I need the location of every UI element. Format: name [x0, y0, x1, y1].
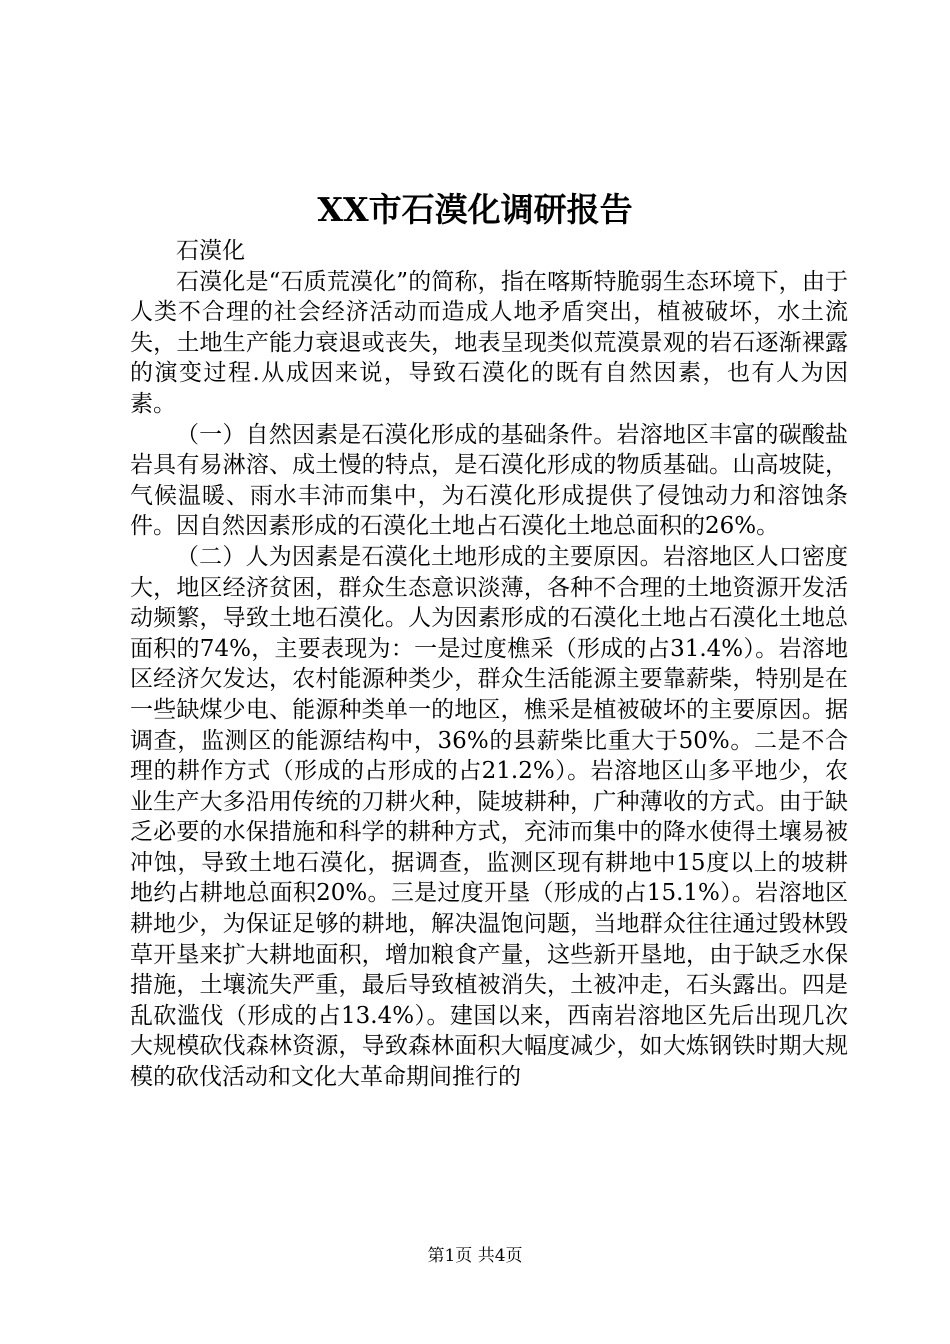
page-footer: 第1页 共4页 — [427, 1246, 523, 1266]
page-title: XX市石漠化调研报告 — [317, 190, 633, 229]
section-heading: 石漠化 — [176, 238, 245, 264]
paragraph-natural-factors: （一）自然因素是石漠化形成的基础条件。岩溶地区丰富的碳酸盐岩具有易淋溶、成土慢的特点，是石漠化形成的物质基础。山高坡陡，气候温暖、雨水丰沛而集中，为石漠化形成提供了侵蚀动力和溶蚀条件。因自然因素形成的石漠化土地占石漠化土地总面积的26%。 — [130, 421, 848, 540]
paragraph-definition: 石漠化是“石质荒漠化”的简称，指在喀斯特脆弱生态环境下，由于人类不合理的社会经济活动而造成人地矛盾突出，植被破坏，水土流失，土地生产能力衰退或丧失，地表呈现类似荒漠景观的岩石逐渐裸露的演变过程.从成因来说，导致石漠化的既有自然因素，也有人为因素。 — [130, 268, 848, 417]
paragraph-human-factors: （二）人为因素是石漠化土地形成的主要原因。岩溶地区人口密度大，地区经济贫困，群众生态意识淡薄，各种不合理的土地资源开发活动频繁，导致土地石漠化。人为因素形成的石漠化土地占石漠化土地总面积的74%，主要表现为：一是过度樵采（形成的占31.4%）。岩溶地区经济欠发达，农村能源种类少，群众生活能源主要靠薪柴，特别是在一些缺煤少电、能源种类单一的地区，樵采是植被破坏的主要原因。据调查，监测区的能源结构中，36%的县薪柴比重大于50%。二是不合理的耕作方式（形成的占形成的占21.2%）。岩溶地区山多平地少，农业生产大多沿用传统的刀耕火种，陡坡耕种，广种薄收的方式。由于缺乏必要的水保措施和科学的耕种方式，充沛而集中的降水使得土壤易被冲蚀，导致土地石漠化，据调查，监测区现有耕地中15度以上的坡耕地约占耕地总面积20%。三是过度开垦（形成的占15.1%）。岩溶地区耕地少，为保证足够的耕地，解决温饱问题，当地群众往往通过毁林毁草开垦来扩大耕地面积，增加粮食产量，这些新开垦地，由于缺乏水保措施，土壤流失严重，最后导致植被消失，土被冲走，石头露出。四是乱砍滥伐（形成的占13.4%）。建国以来，西南岩溶地区先后出现几次大规模砍伐森林资源，导致森林面积大幅度减少，如大炼钢铁时期大规模的砍伐活动和文化大革命期间推行的 — [130, 543, 848, 1091]
document-body — [130, 236, 848, 1093]
